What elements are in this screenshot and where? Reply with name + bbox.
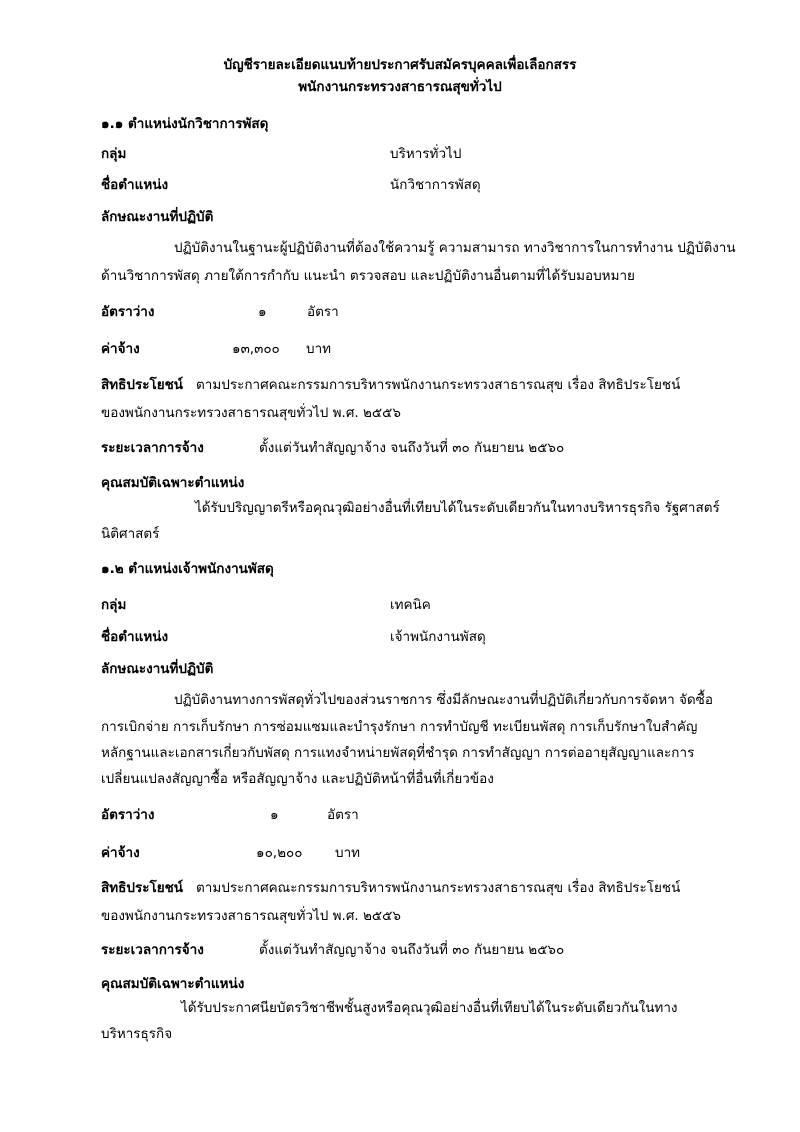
position-name-value: เจ้าพนักงานพัสดุ — [390, 629, 486, 645]
position-name-label: ชื่อตำแหน่ง — [101, 177, 169, 193]
duty-label: ลักษณะงานที่ปฏิบัติ — [101, 209, 214, 225]
qualification-line: บริหารธุรกิจ — [101, 1026, 173, 1042]
qualification-line: ได้รับปริญญาตรีหรือคุณวุฒิอย่างอื่นที่เทียบได้ในระดับเดียวกันในทางบริหารธุรกิจ รัฐศาสตร์ — [195, 500, 720, 516]
group-value: เทคนิค — [390, 597, 431, 613]
vacancy-label: อัตราว่าง — [101, 807, 155, 823]
wage-unit: บาท — [335, 845, 361, 861]
group-label: กลุ่ม — [101, 597, 127, 613]
benefit-text: ตามประกาศคณะกรรมการบริหารพนักงานกระทรวงสาธารณสุข เรื่อง สิทธิประโยชน์ — [196, 880, 681, 896]
document-title-line-1: บัญชีรายละเอียดแนบท้ายประกาศรับสมัครบุคคลเพื่อเลือกสรร — [223, 57, 577, 73]
qualification-line: นิติศาสตร์ — [101, 526, 160, 542]
section-heading: ๑.๒ ตำแหน่งเจ้าพนักงานพัสดุ — [101, 561, 274, 577]
document-title-line-2: พนักงานกระทรวงสาธารณสุขทั่วไป — [298, 79, 502, 95]
vacancy-label: อัตราว่าง — [101, 304, 155, 320]
qualification-label: คุณสมบัติเฉพาะตำแหน่ง — [101, 976, 245, 992]
position-name-label: ชื่อตำแหน่ง — [101, 629, 169, 645]
duty-line: หลักฐานและเอกสารเกี่ยวกับพัสดุ การแทงจำหน่ายพัสดุที่ชำรุด การทำสัญญา การต่ออายุสัญญาและการ — [101, 745, 695, 761]
vacancy-unit: อัตรา — [307, 304, 339, 320]
vacancy-unit: อัตรา — [327, 807, 359, 823]
benefit-text: ของพนักงานกระทรวงสาธารณสุขทั่วไป พ.ศ. ๒๕๕๖ — [101, 908, 401, 924]
qualification-line: ได้รับประกาศนียบัตรวิชาชีพชั้นสูงหรือคุณวุฒิอย่างอื่นที่เทียบได้ในระดับเดียวกันในทาง — [181, 1000, 678, 1016]
benefit-label: สิทธิประโยชน์ — [101, 377, 184, 393]
group-value: บริหารทั่วไป — [390, 146, 462, 162]
duty-line: การเบิกจ่าย การเก็บรักษา การซ่อมแซมและบำรุงรักษา การทำบัญชี ทะเบียนพัสดุ การเก็บรักษาใบสำคัญ — [101, 719, 698, 735]
position-name-value: นักวิชาการพัสดุ — [390, 177, 481, 193]
wage-value: ๑๐,๒๐๐ — [256, 845, 303, 861]
employment-period-value: ตั้งแต่วันทำสัญญาจ้าง จนถึงวันที่ ๓๐ กันยายน ๒๕๖๐ — [259, 440, 565, 456]
employment-period-label: ระยะเวลาการจ้าง — [101, 440, 204, 456]
group-label: กลุ่ม — [101, 146, 127, 162]
wage-label: ค่าจ้าง — [101, 341, 140, 357]
wage-unit: บาท — [306, 341, 332, 357]
vacancy-value: ๑ — [270, 807, 279, 823]
qualification-label: คุณสมบัติเฉพาะตำแหน่ง — [101, 475, 245, 491]
employment-period-value: ตั้งแต่วันทำสัญญาจ้าง จนถึงวันที่ ๓๐ กันยายน ๒๕๖๐ — [259, 942, 565, 958]
wage-label: ค่าจ้าง — [101, 845, 140, 861]
employment-period-label: ระยะเวลาการจ้าง — [101, 942, 204, 958]
wage-value: ๑๓,๓๐๐ — [232, 341, 280, 357]
benefit-label: สิทธิประโยชน์ — [101, 880, 184, 896]
section-heading: ๑.๑ ตำแหน่งนักวิชาการพัสดุ — [101, 116, 269, 132]
benefit-text: ตามประกาศคณะกรรมการบริหารพนักงานกระทรวงสาธารณสุข เรื่อง สิทธิประโยชน์ — [196, 377, 681, 393]
duty-label: ลักษณะงานที่ปฏิบัติ — [101, 661, 214, 677]
benefit-text: ของพนักงานกระทรวงสาธารณสุขทั่วไป พ.ศ. ๒๕๕๖ — [101, 405, 401, 421]
duty-line: เปลี่ยนแปลงสัญญาซื้อ หรือสัญญาจ้าง และปฏิบัติหน้าที่อื่นที่เกี่ยวข้อง — [101, 771, 494, 787]
duty-line: ปฏิบัติงานทางการพัสดุทั่วไปของส่วนราชการ ซึ่งมีลักษณะงานที่ปฏิบัติเกี่ยวกับการจัดหา จัดซื้อ — [174, 692, 713, 708]
duty-line: ด้านวิชาการพัสดุ ภายใต้การกำกับ แนะนำ ตรวจสอบ และปฏิบัติงานอื่นตามที่ได้รับมอบหมาย — [101, 268, 635, 284]
duty-line: ปฏิบัติงานในฐานะผู้ปฏิบัติงานที่ต้องใช้ความรู้ ความสามารถ ทางวิชาการในการทำงาน ปฏิบัติงาน — [174, 240, 736, 256]
vacancy-value: ๑ — [258, 304, 267, 320]
